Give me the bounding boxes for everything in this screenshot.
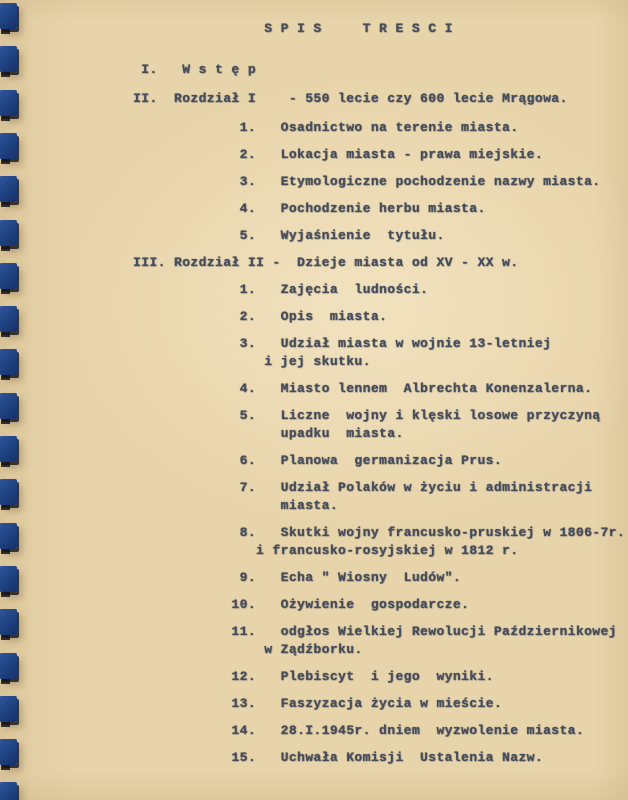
toc-item xyxy=(133,308,625,326)
toc-line: 8. Skutki wojny francusko-pruskiej w 1806-7r. xyxy=(133,525,626,540)
toc-line: 11. odgłos Wielkiej Rewolucji Październikowej xyxy=(133,624,617,639)
toc-line: miasta. xyxy=(133,498,339,513)
binding-tooth-icon xyxy=(0,46,17,72)
toc-line: III. Rozdział II - Dzieje miasta od XV - XX w. xyxy=(133,255,519,270)
toc-item xyxy=(133,479,625,515)
toc-line: 15. Uchwała Komisji Ustalenia Nazw. xyxy=(133,750,544,765)
toc-item xyxy=(133,569,625,587)
binding-tooth-icon xyxy=(0,90,17,116)
toc-title xyxy=(133,20,625,38)
toc-line: 5. Wyjaśnienie tytułu. xyxy=(133,228,445,243)
toc-line: 10. Ożywienie gospodarcze. xyxy=(133,597,470,612)
toc-line: II. Rozdział I - 550 lecie czy 600 lecie Mrągowa. xyxy=(133,91,568,106)
toc-line: 4. Pochodzenie herbu miasta. xyxy=(133,201,486,216)
toc-item xyxy=(133,452,625,470)
toc-line: 5. Liczne wojny i klęski losowe przyczyną xyxy=(133,408,601,423)
toc-section-1 xyxy=(133,61,625,79)
toc-item xyxy=(133,524,625,560)
binding-tooth-icon xyxy=(0,306,17,332)
toc-item xyxy=(133,200,625,218)
toc-item xyxy=(133,380,625,398)
binding-tooth-icon xyxy=(0,609,17,635)
binding-tooth-icon xyxy=(0,176,17,202)
binding-tooth-icon xyxy=(0,349,17,375)
toc-line: 12. Plebiscyt i jego wyniki. xyxy=(133,669,494,684)
toc-line: 7. Udział Polaków w życiu i administracji xyxy=(133,480,593,495)
toc-line: 9. Echa " Wiosny Ludów". xyxy=(133,570,462,585)
toc-line: 2. Lokacja miasta - prawa miejskie. xyxy=(133,147,544,162)
toc-item xyxy=(133,695,625,713)
toc-item xyxy=(133,335,625,371)
toc-line: 3. Etymologiczne pochodzenie nazwy miasta. xyxy=(133,174,601,189)
binding-tooth-icon xyxy=(0,263,17,289)
toc-item xyxy=(133,407,625,443)
binding-tooth-icon xyxy=(0,696,17,722)
toc-line: 1. Zajęcia ludności. xyxy=(133,282,429,297)
toc-line: w Ządźborku. xyxy=(133,642,363,657)
toc-section-3 xyxy=(133,254,625,272)
toc-item xyxy=(133,668,625,686)
toc-line: upadku miasta. xyxy=(133,426,404,441)
toc-item xyxy=(133,623,625,659)
binding-tooth-icon xyxy=(0,479,17,505)
toc-item xyxy=(133,227,625,245)
toc-line: 3. Udział miasta w wojnie 13-letniej xyxy=(133,336,552,351)
toc-line: 6. Planowa germanizacja Prus. xyxy=(133,453,503,468)
toc-line: 1. Osadnictwo na terenie miasta. xyxy=(133,120,519,135)
spiral-binding xyxy=(0,0,30,800)
binding-tooth-icon xyxy=(0,436,17,462)
binding-tooth-icon xyxy=(0,566,17,592)
binding-tooth-icon xyxy=(0,393,17,419)
toc-section-2 xyxy=(133,90,625,108)
toc-item xyxy=(133,281,625,299)
toc-line: 14. 28.I.1945r. dniem wyzwolenie miasta. xyxy=(133,723,585,738)
toc-line: I. W s t ę p xyxy=(133,62,257,77)
toc-line: S P I S T R E S C I xyxy=(133,21,453,36)
binding-tooth-icon xyxy=(0,739,17,765)
binding-tooth-icon xyxy=(0,133,17,159)
toc-line: i francusko-rosyjskiej w 1812 r. xyxy=(133,543,519,558)
toc-item xyxy=(133,722,625,740)
toc-document xyxy=(133,20,625,776)
toc-line: i jej skutku. xyxy=(133,354,371,369)
toc-item xyxy=(133,146,625,164)
binding-tooth-icon xyxy=(0,3,17,29)
toc-item xyxy=(133,173,625,191)
toc-line: 13. Faszyzacja życia w mieście. xyxy=(133,696,503,711)
toc-item xyxy=(133,119,625,137)
binding-tooth-icon xyxy=(0,220,17,246)
binding-tooth-icon xyxy=(0,653,17,679)
binding-tooth-icon xyxy=(0,782,17,800)
toc-line: 4. Miasto lennem Albrechta Konenzalerna. xyxy=(133,381,593,396)
binding-tooth-icon xyxy=(0,523,17,549)
toc-item xyxy=(133,749,625,767)
toc-item xyxy=(133,596,625,614)
toc-line: 2. Opis miasta. xyxy=(133,309,388,324)
